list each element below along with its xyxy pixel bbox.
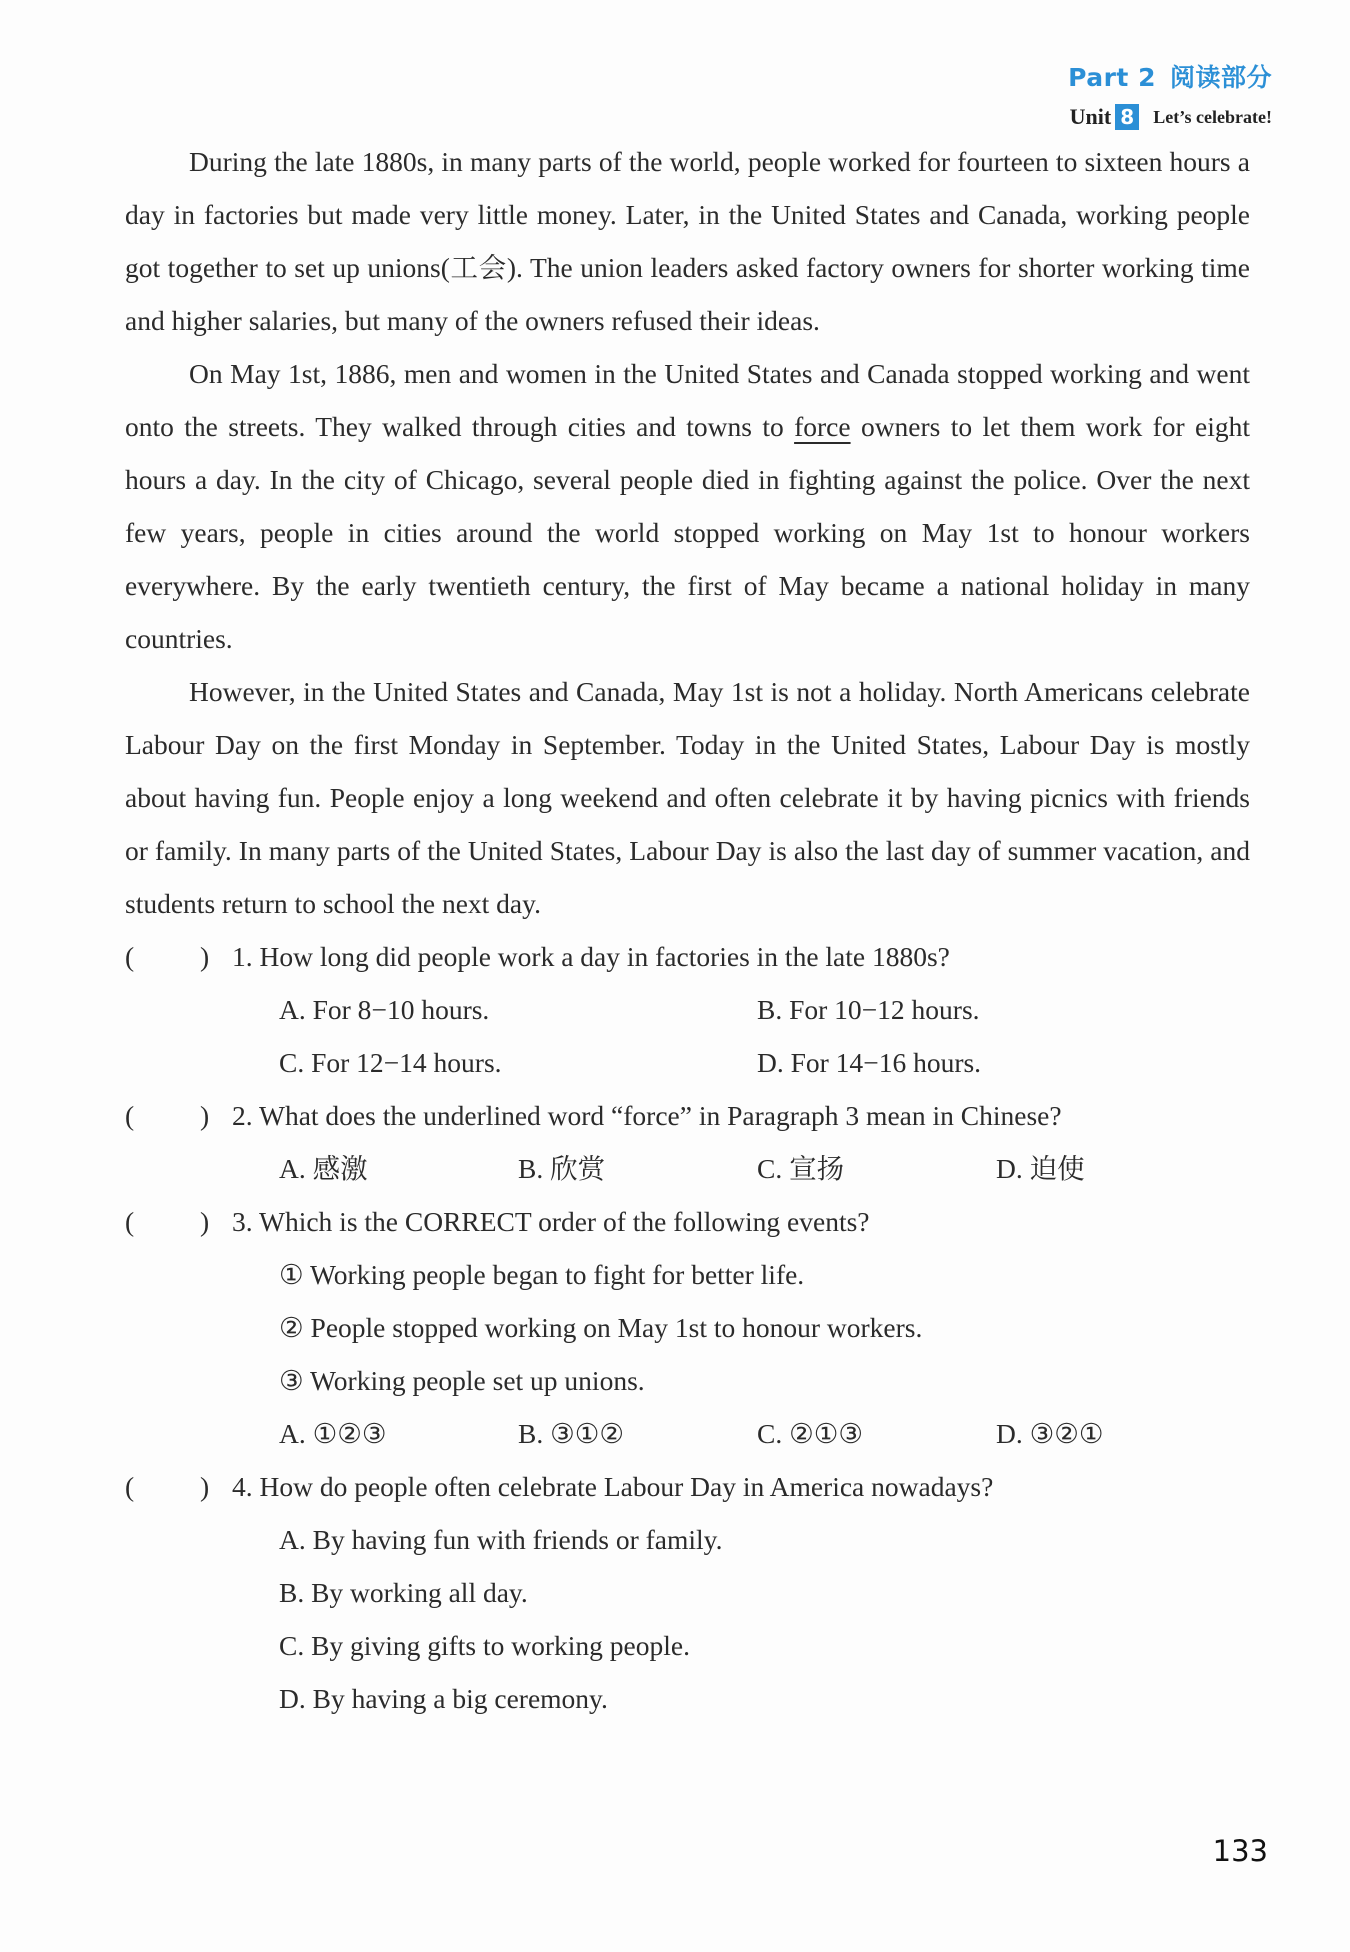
question-2 [125, 1089, 1250, 1142]
question-2-text: 2. What does the underlined word “force” in Paragraph 3 mean in Chinese? [232, 1100, 1062, 1131]
answer-blank-open[interactable]: ( [125, 1471, 135, 1502]
question-3-option-b[interactable]: B. ③①② [518, 1418, 625, 1449]
unit-heading [1068, 104, 1272, 130]
answer-blank-close: ) [200, 1471, 210, 1502]
answer-blank-close: ) [200, 1206, 210, 1237]
answer-blank-open[interactable]: ( [125, 1100, 135, 1131]
answer-blank-close: ) [200, 941, 210, 972]
answer-blank-open[interactable]: ( [125, 941, 135, 972]
paragraph-2-text-before: On May 1st, 1886, men and women in the United States and Canada stopped working and went onto the streets. They walked through cities and towns to [125, 358, 1250, 442]
question-4 [125, 1460, 1250, 1513]
question-4-option-row-a [125, 1513, 1250, 1566]
question-1-options-row-2 [125, 1036, 1250, 1089]
question-2-option-b[interactable]: B. 欣赏 [518, 1153, 606, 1184]
answer-blank-close: ) [200, 1100, 210, 1131]
question-3-option-a[interactable]: A. ①②③ [279, 1418, 387, 1449]
question-2-option-c[interactable]: C. 宣扬 [757, 1153, 845, 1184]
question-3 [125, 1195, 1250, 1248]
question-4-option-b[interactable]: B. By working all day. [279, 1577, 528, 1608]
question-4-option-row-b [125, 1566, 1250, 1619]
underlined-word-force: force [794, 411, 851, 442]
question-4-option-c[interactable]: C. By giving gifts to working people. [279, 1630, 690, 1661]
question-4-option-row-d [125, 1672, 1250, 1725]
part-label: Part 2 [1068, 63, 1156, 92]
question-3-event-1 [125, 1248, 1250, 1301]
question-3-event-2 [125, 1301, 1250, 1354]
question-1-option-c[interactable]: C. For 12−14 hours. [279, 1047, 502, 1078]
event-1-text: ① Working people began to fight for better life. [279, 1259, 805, 1290]
question-3-text: 3. Which is the CORRECT order of the following events? [232, 1206, 870, 1237]
unit-label: Unit [1069, 104, 1112, 129]
unit-number-badge: 8 [1115, 104, 1139, 130]
part-heading [1068, 58, 1272, 94]
unit-title: Let’s celebrate! [1153, 106, 1272, 127]
question-3-options [125, 1407, 1250, 1460]
question-1 [125, 930, 1250, 983]
answer-blank-open[interactable]: ( [125, 1206, 135, 1237]
passage-paragraph-1: During the late 1880s, in many parts of the world, people worked for fourteen to sixteen hours a day in factories but made very little money. Later, in the United States and Canada, working people got together to set up unions(工会). The union leaders asked factory owners for shorter working time and higher salaries, but many of the owners refused their ideas. [125, 146, 1250, 336]
page-header [1068, 58, 1272, 130]
paragraph-2-text-after: owners to let them work for eight hours a day. In the city of Chicago, several people died in fighting against the police. Over the next few years, people in cities around the world stopped working on May 1st to honour workers everywhere. By the early twentieth century, the first of May became a national holiday in many countries. [125, 411, 1251, 654]
event-2-text: ② People stopped working on May 1st to honour workers. [279, 1312, 923, 1343]
event-3-text: ③ Working people set up unions. [279, 1365, 645, 1396]
reading-content [125, 135, 1250, 1725]
question-4-text: 4. How do people often celebrate Labour Day in America nowadays? [232, 1471, 994, 1502]
page-number: 133 [1212, 1834, 1268, 1868]
question-1-text: 1. How long did people work a day in factories in the late 1880s? [232, 941, 950, 972]
question-1-option-d[interactable]: D. For 14−16 hours. [757, 1047, 982, 1078]
question-2-options [125, 1142, 1250, 1195]
question-4-option-d[interactable]: D. By having a big ceremony. [279, 1683, 608, 1714]
question-2-option-a[interactable]: A. 感激 [279, 1153, 368, 1184]
passage-paragraph-3: However, in the United States and Canada, May 1st is not a holiday. North Americans celebrate Labour Day on the first Monday in September. Today in the United States, Labour Day is mostly about having fun. People enjoy a long weekend and often celebrate it by having picnics with friends or family. In many parts of the United States, Labour Day is also the last day of summer vacation, and students return to school the next day. [125, 676, 1250, 919]
question-3-event-3 [125, 1354, 1250, 1407]
section-label: 阅读部分 [1169, 63, 1272, 92]
question-1-options-row-1 [125, 983, 1250, 1036]
question-4-option-a[interactable]: A. By having fun with friends or family. [279, 1524, 723, 1555]
passage-paragraph-2 [125, 347, 1250, 665]
question-1-option-b[interactable]: B. For 10−12 hours. [757, 994, 980, 1025]
question-3-option-d[interactable]: D. ③②① [996, 1418, 1104, 1449]
question-3-option-c[interactable]: C. ②①③ [757, 1418, 864, 1449]
question-4-option-row-c [125, 1619, 1250, 1672]
question-2-option-d[interactable]: D. 迫使 [996, 1153, 1085, 1184]
question-1-option-a[interactable]: A. For 8−10 hours. [279, 994, 490, 1025]
